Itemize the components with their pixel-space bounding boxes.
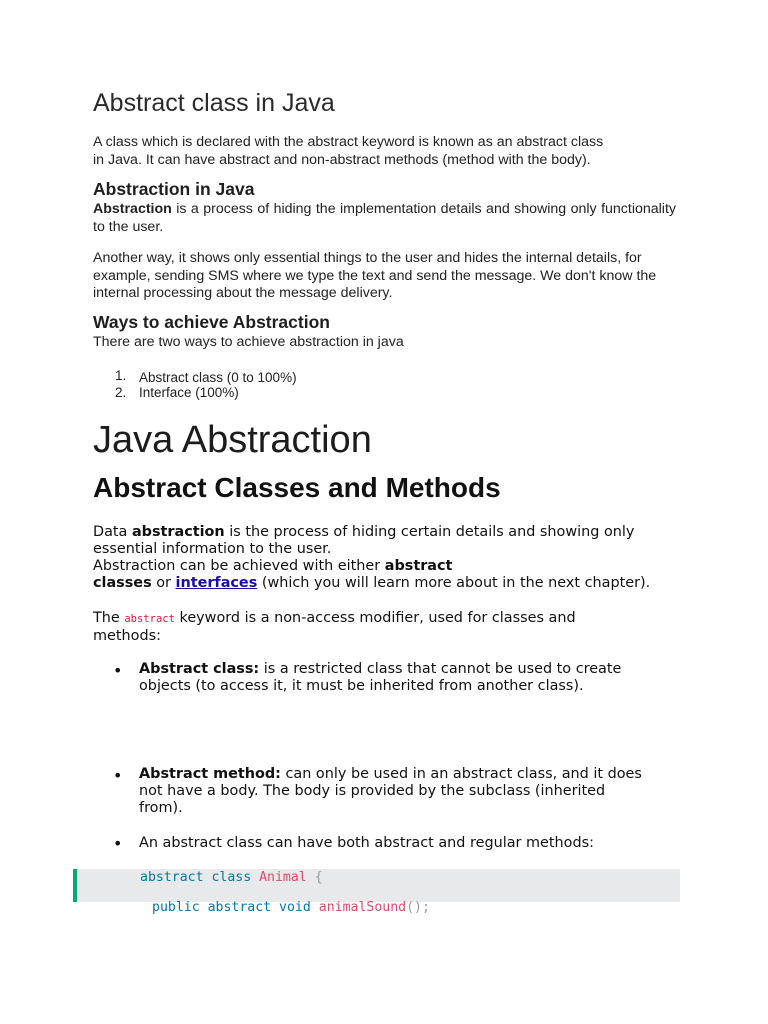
p3-rest: keyword is a non-access modifier, used for classes and bbox=[174, 610, 576, 626]
intro-paragraph bbox=[93, 134, 693, 169]
example-paragraph: Another way, it shows only essential things to the user and hides the internal details, for example, sending SMS where we type the text and send the message. We don't know the internal processing about the message delivery. bbox=[93, 250, 657, 301]
abstraction-paragraph bbox=[93, 201, 676, 236]
list-item: An abstract class can have both abstract and regular methods: bbox=[139, 835, 594, 851]
page-title: Abstract class in Java bbox=[93, 89, 335, 117]
abstract-class-term: Abstract class: bbox=[139, 661, 260, 677]
p2-start: Abstraction can be achieved with either bbox=[93, 558, 385, 574]
p1-rest: is the process of hiding certain details and showing only bbox=[224, 524, 635, 540]
p2-or: or bbox=[151, 575, 176, 591]
code-keyword: abstract class bbox=[140, 870, 252, 885]
list-item bbox=[139, 766, 679, 817]
abstraction-definition: is a process of hiding the implementation details and showing only functionality to the user. bbox=[93, 201, 676, 235]
bullet-glyph: • bbox=[113, 766, 123, 785]
classes-bold: classes bbox=[93, 575, 152, 591]
abstraction-bold: abstraction bbox=[131, 524, 225, 540]
code-method-name: animalSound bbox=[318, 900, 407, 915]
abstract-method-desc-3: from). bbox=[139, 800, 183, 816]
code-keyword: public abstract void bbox=[152, 900, 311, 915]
abstraction-term: Abstraction bbox=[93, 201, 172, 217]
abstract-keyword-code: abstract bbox=[124, 613, 175, 625]
keyword-paragraph bbox=[93, 610, 693, 645]
code-punctuation: (); bbox=[406, 900, 430, 915]
code-line-1 bbox=[140, 870, 323, 885]
bullet-glyph: • bbox=[113, 834, 123, 853]
java-abstraction-title: Java Abstraction bbox=[93, 419, 372, 461]
java-link[interactable]: Java bbox=[107, 151, 138, 168]
list-item: Interface (100%) bbox=[139, 385, 239, 400]
list-item bbox=[139, 661, 679, 695]
abstract-bold: abstract bbox=[384, 558, 453, 574]
abstract-method-desc-2: not have a body. The body is provided by the subclass (inherited bbox=[139, 783, 606, 799]
p1-start: Data bbox=[93, 524, 132, 540]
p1-line2: essential information to the user. bbox=[93, 541, 332, 557]
code-brace: { bbox=[314, 870, 323, 885]
code-line-2 bbox=[152, 900, 430, 915]
intro-line1: A class which is declared with the abstract keyword is known as an abstract class bbox=[93, 134, 604, 150]
abstract-classes-heading: Abstract Classes and Methods bbox=[93, 472, 501, 503]
data-abstraction-paragraph bbox=[93, 524, 693, 592]
abstract-method-desc-1: can only be used in an abstract class, and it does bbox=[280, 766, 642, 782]
abstraction-heading: Abstraction in Java bbox=[93, 179, 255, 199]
abstract-class-desc-2: objects (to access it, it must be inherited from another class). bbox=[139, 678, 584, 694]
p3-line2: methods: bbox=[93, 628, 161, 644]
list-item: Abstract class (0 to 100%) bbox=[139, 370, 297, 385]
abstract-method-term: Abstract method: bbox=[139, 766, 281, 782]
intro-line2-prefix: in bbox=[93, 151, 108, 168]
p2-rest: (which you will learn more about in the next chapter). bbox=[257, 575, 651, 591]
bullet-glyph: • bbox=[113, 661, 123, 680]
code-class-name: Animal bbox=[259, 870, 307, 885]
ways-intro: There are two ways to achieve abstraction in java bbox=[93, 334, 404, 350]
list-item-number: 2. bbox=[115, 385, 127, 400]
list-item-number: 1. bbox=[115, 368, 127, 383]
p3-start: The bbox=[93, 610, 125, 626]
intro-line2-suffix: . It can have abstract and non-abstract methods (method with the body). bbox=[137, 151, 591, 168]
ways-heading: Ways to achieve Abstraction bbox=[93, 312, 330, 332]
abstract-class-desc-1: is a restricted class that cannot be used to create bbox=[259, 661, 622, 677]
interfaces-link[interactable]: interfaces bbox=[175, 575, 258, 591]
